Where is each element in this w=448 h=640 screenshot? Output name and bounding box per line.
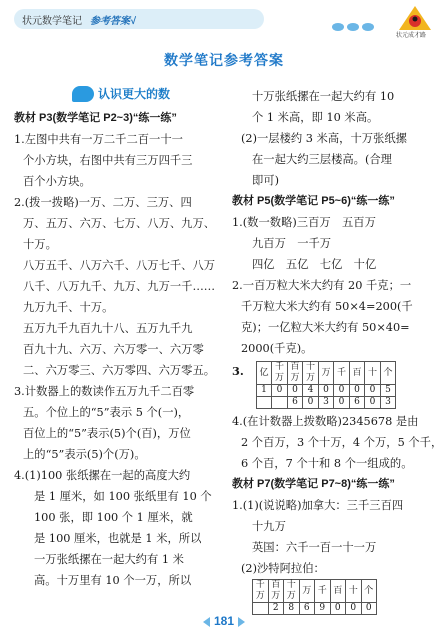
question-1: 1.左图中共有一万二千二百一十一 个小方块，右图中共有三万四千三 百个小方块。 — [14, 133, 193, 188]
series-name: 状元数学笔记 — [22, 16, 82, 27]
header-subtitle: 参考答案√ — [90, 16, 136, 27]
speech-bubble-icon — [72, 86, 94, 102]
left-arrow-icon — [203, 617, 210, 627]
question-4: 4.(1)100 张纸摞在一起的高度大约 是 1 厘米，如 100 张纸里有 10 个 100 张，即 100 个 1 厘米，就 是 100 厘米，也就是 1 米，所以 一万张纸摞在一起大约有 1 米 高。十万里有 10 个一万，所以 — [14, 469, 212, 587]
question-4b: 4.(在计数器上拨数略)2345678 是由 2 个百万，3 个十万，4 个万，5 个千， 6 个百，7 个十和 8 个一组成的。 — [232, 415, 443, 470]
question-3b — [232, 361, 436, 409]
section-header — [72, 80, 219, 108]
page-number: 181 — [0, 614, 448, 628]
page-title: 数学笔记参考答案 — [164, 53, 284, 69]
question-2: 2.(拨一拨略)一万、二万、三万、四 万、五万、六万、七万、八万、九万、 十万。 八万五千、八万六千、八万七千、八万 八千、八万九千、九万、九万一千…… 九万九千、十万。 五万九千九百九十八、五万九千九 百九十九、六万、六万零一、六万零 二、六万零三、六万零四、六万零五。 — [14, 196, 216, 377]
question-1b: 1.(数一数略)三百万 五百万 九百万 一千万 四亿 五亿 七亿 十亿 — [232, 216, 377, 271]
section-title: 认识更大的数 — [98, 86, 171, 101]
textbook-heading-2: 教材 P5(数学笔记 P5~6)“练一练” — [232, 195, 395, 207]
left-column — [14, 86, 219, 591]
textbook-heading-3: 教材 P7(数学笔记 P7~8)“练一练” — [232, 478, 395, 490]
header-text — [22, 12, 136, 27]
page-header — [0, 0, 448, 40]
question-3: 3.计数器上的数读作五万九千二百零 五。个位上的“5”表示 5 个(一)， 百位上的“5”表示(5)个(百)，万位 上的“5”表示(5)个(万)。 — [14, 385, 195, 461]
header-dots — [332, 16, 377, 35]
table-row: 6 0 3 0 6 0 3 — [256, 397, 396, 409]
question-1c: 1.(1)(说说略)加拿大：三千三百四 十九万 英国：六千一百一十一万 (2)沙特阿拉伯： — [232, 499, 404, 575]
table-row: 2 8 6 9 0 0 0 — [253, 603, 377, 615]
question-2b: 2.一百万粒大米大约有 20 千克；一 千万粒大米大约有 50×4=200(千 克)；一亿粒大米大约有 50×40= 2000(千克)。 — [232, 279, 413, 355]
textbook-heading: 教材 P3(数学笔记 P2~3)“练一练” — [14, 112, 177, 124]
table-row: 1 0 0 4 0 0 0 0 5 — [256, 385, 396, 397]
right-arrow-icon — [238, 617, 245, 627]
place-value-table — [256, 361, 397, 409]
right-column — [232, 86, 443, 615]
question-4-continued: 十万张纸摞在一起大约有 10 个 1 米高，即 10 米高。 (2)一层楼约 3 米高，十万张纸摞 在一起大约三层楼高。(合理 即可) — [241, 90, 407, 187]
table-header-row: 千万 百万 十万 万 千 百 十 个 — [253, 580, 377, 603]
logo-text: 状元成才路 — [396, 33, 427, 39]
place-value-table-2 — [252, 579, 377, 615]
table-header-row: 亿 千万 百万 十万 万 千 百 十 个 — [256, 362, 396, 385]
question-3b-number: 3. — [232, 364, 244, 378]
